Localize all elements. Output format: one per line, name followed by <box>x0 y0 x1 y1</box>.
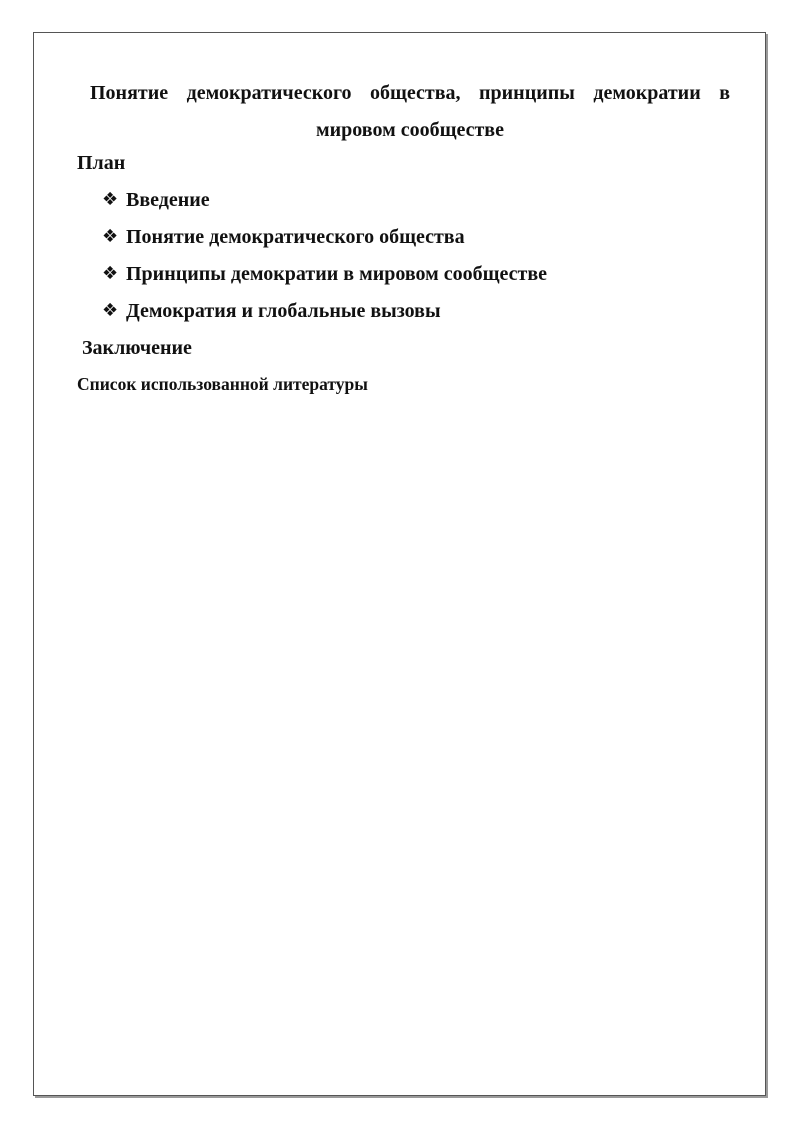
plan-item-label: Введение <box>126 189 210 211</box>
plan-list <box>102 187 547 335</box>
plan-item-concept <box>102 224 547 261</box>
diamond-bullet-icon: ❖ <box>102 189 119 210</box>
document-title: Понятие демократического общества, принципы демократии в мировом сообществе <box>90 82 730 141</box>
plan-item-global-challenges <box>102 298 547 335</box>
plan-heading: План <box>77 152 126 174</box>
conclusion-heading: Заключение <box>82 337 192 359</box>
plan-item-introduction <box>102 187 547 224</box>
document-page <box>33 32 766 1096</box>
literature-heading: Список использованной литературы <box>77 374 368 394</box>
plan-item-label: Принципы демократии в мировом сообществе <box>126 263 548 285</box>
plan-item-label: Понятие демократического общества <box>126 226 465 248</box>
diamond-bullet-icon: ❖ <box>102 300 119 321</box>
plan-item-principles <box>102 261 547 298</box>
plan-item-label: Демократия и глобальные вызовы <box>126 300 441 322</box>
diamond-bullet-icon: ❖ <box>102 263 119 284</box>
diamond-bullet-icon: ❖ <box>102 226 119 247</box>
